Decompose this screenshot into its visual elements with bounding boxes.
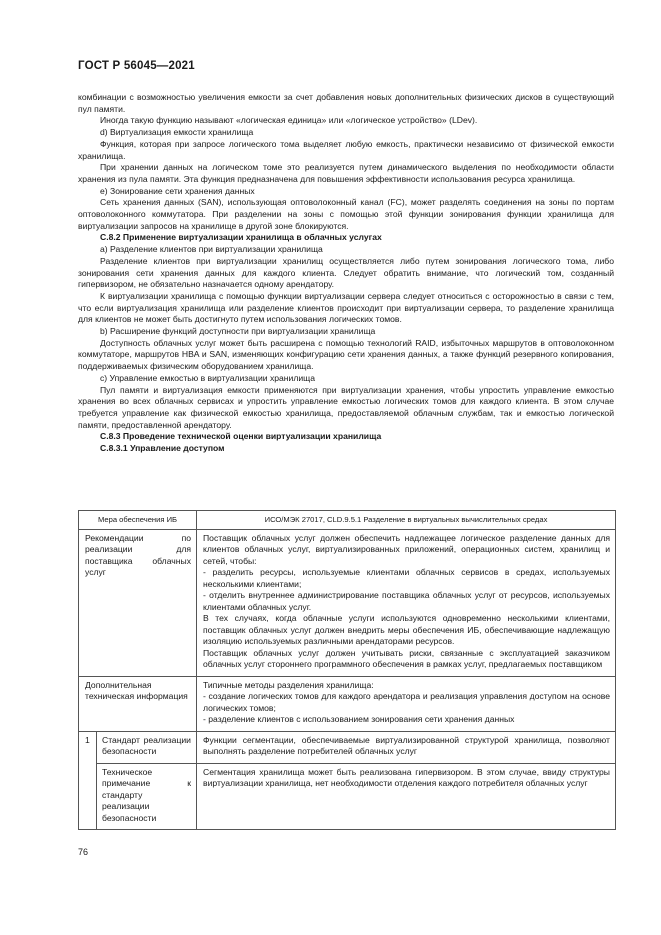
row-content-additional-info (197, 676, 616, 731)
document-header: ГОСТ Р 56045—2021 (78, 60, 195, 72)
paragraph: К виртуализации хранилища с помощью функции виртуализации сервера следует относиться с осторожностью в связи с тем, что если виртуализация хранилища или разделение клиентов происходит при виртуализации сервера, то разделение хранилища для клиентов не может быть достигнуто путем использования логических томов. (78, 290, 614, 325)
cell-line: - разделение клиентов с использованием зонирования сети хранения данных (203, 714, 515, 724)
subsection-heading: С.8.3.1 Управление доступом (100, 443, 225, 454)
row-content-recommendations (197, 529, 616, 676)
table-row (79, 731, 616, 763)
list-item-heading: с) Управление емкостью в виртуализации хранилища (100, 372, 316, 383)
paragraph: Пул памяти и виртуализация емкости применяются при виртуализации хранения, чтобы упростить управление емкостью хранения во всех облачных сервисах и упростить управление емкостью логических томов для каждого клиента. В этом случае требуется управление как физической емкостью хранилища, предоставляемой облачным службам, так и емкостью логической памяти, предоставленной арендатору. (78, 384, 614, 430)
table-header-row (79, 511, 616, 530)
paragraph: Доступность облачных услуг может быть расширена с помощью технологий RAID, избыточных маршрутов в оптоволоконном коммутаторе, маршрутов HBA и SAN, изменяющих конфигурацию сети хранения данных, а также функций резервного копирования, поддерживаемых физическим оборудованием хранилища. (78, 337, 614, 372)
cell-line: - разделить ресурсы, используемые клиентами облачных сервисов в средах, используемых несколькими клиентами; (203, 567, 610, 589)
cell-line: Типичные методы разделения хранилища: (203, 679, 374, 690)
table-row (79, 763, 616, 830)
paragraph: комбинации с возможностью увеличения емкости за счет добавления новых дополнительных физических дисков в существующий пул памяти. (78, 92, 614, 114)
cell-line: - отделить внутреннее администрирование поставщика облачных услуг от ресурсов, используемых клиентами облачных услуг. (203, 590, 610, 612)
security-measure-table (78, 510, 616, 830)
section-heading: С.8.3 Проведение технической оценки виртуализации хранилища (100, 431, 382, 442)
paragraph: Сеть хранения данных (SAN), использующая оптоволоконный канал (FC), может разделять соединения на зоны по портам оптоволоконного коммутатора. При разделении на зоны с помощью этой функции зонирования функции хранилища для виртуализации запросов на хранилище в другой зоне блокируются. (78, 197, 614, 231)
section-heading: С.8.2 Применение виртуализации хранилища в облачных услугах (100, 232, 382, 243)
table-header-measure: Мера обеспечения ИБ (79, 511, 197, 530)
row-label-standard: Стандарт реализации безопасности (97, 731, 197, 763)
cell-line: - создание логических томов для каждого арендатора и реализация управления доступом на основе логических томов; (203, 691, 610, 713)
paragraph: Разделение клиентов при виртуализации хранилищ осуществляется либо путем зонирования логического тома, либо зонирования сети хранения данных для каждого клиента. Следует обратить внимание, что логический том, созданный гипервизором, не обязательно назначается одному арендатору. (78, 255, 614, 290)
list-item-heading: е) Зонирование сети хранения данных (100, 185, 255, 196)
table-row (79, 676, 616, 731)
page-number: 76 (78, 847, 89, 857)
row-label-technical-note: Техническое примечание к стандарту реализации безопасности (97, 763, 197, 830)
list-item-heading: b) Расширение функций доступности при виртуализации хранилища (100, 326, 376, 337)
cell-line: Поставщик облачных услуг должен обеспечить надлежащее логическое разделение данных для клиентов облачных услуг, виртуализированных приложений, операционных систем, хранилищ и сетей, чтобы: (203, 532, 610, 566)
row-content-standard: Функции сегментации, обеспечиваемые виртуализированной структурой хранилища, позволяют выполнять разделение потребителей облачных услуг (197, 731, 616, 763)
cell-line: В тех случаях, когда облачные услуги используются одновременно несколькими клиентами, поставщик облачных услуг должен внедрить меры обеспечения ИБ, обеспечивающие надлежащую изоляцию используемых различными арендаторами ресурсов. (203, 613, 610, 646)
row-content-technical-note: Сегментация хранилища может быть реализована гипервизором. В этом случае, ввиду структуры виртуализации хранилища, нет необходимости отделения каждого потребителя облачных услуг (197, 763, 616, 830)
paragraph: Функция, которая при запросе логического тома выделяет любую емкость, практически независимо от физической емкости хранилища. (78, 138, 614, 161)
table-row (79, 529, 616, 676)
list-item-heading: d) Виртуализация емкости хранилища (100, 127, 254, 138)
table-header-standard: ИСО/МЭК 27017, CLD.9.5.1 Разделение в виртуальных вычислительных средах (197, 511, 616, 530)
list-item-heading: а) Разделение клиентов при виртуализации хранилища (100, 244, 323, 255)
row-label-recommendations: Рекомендации по реализации для поставщика облачных услуг (79, 529, 197, 676)
paragraph: При хранении данных на логическом томе это реализуется путем динамического выделения по необходимости области хранения из пула памяти. Эта функция предназначена для повышения эффективности использования ресурса хранилища. (78, 162, 614, 184)
row-label-additional-info: Дополнительная техническая информация (79, 676, 197, 731)
body-text (78, 92, 614, 455)
cell-line: Поставщик облачных услуг должен учитывать риски, связанные с эксплуатацией заказчиком облачных услуг стороннего программного обеспечения в рамках услуг, предлагаемых поставщиком (203, 647, 610, 669)
row-number: 1 (79, 731, 97, 830)
paragraph: Иногда такую функцию называют «логическая единица» или «логическое устройство» (LDev). (100, 115, 478, 126)
